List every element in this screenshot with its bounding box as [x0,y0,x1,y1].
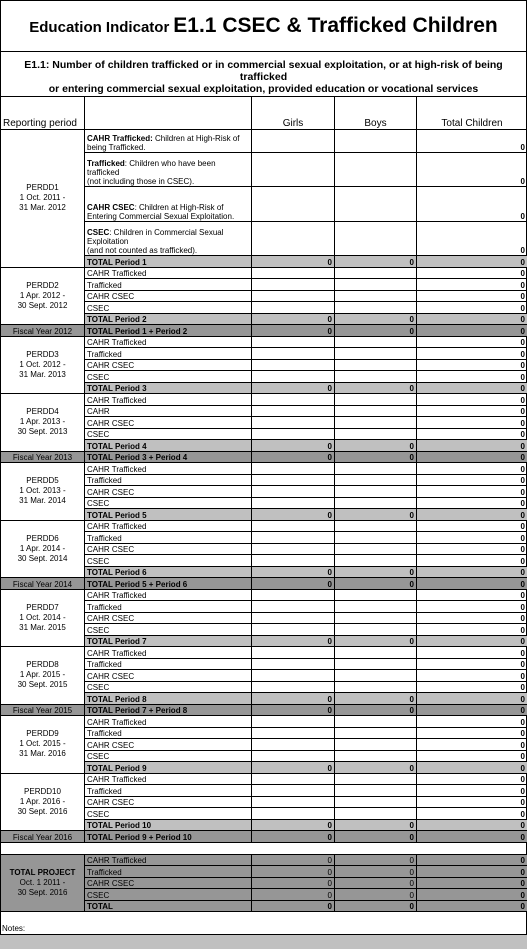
fiscal-year-label: Fiscal Year 2013 [1,451,85,463]
girls-cell[interactable] [252,405,335,417]
category-cell: Trafficked [85,601,252,613]
total-label: TOTAL Period 3 [85,382,252,394]
boys-cell[interactable] [335,497,417,509]
category-cell: CAHR Trafficked [85,854,252,866]
project-row: TOTAL PROJECT Oct. 1 2011 - 30 Sept. 2016 CAHR Trafficked 0 0 0 [1,854,527,866]
table-row [1,130,527,153]
total-row: TOTAL Period 9 0 0 0 [1,762,527,774]
boys-cell[interactable] [335,543,417,555]
category-cell: CAHR Trafficked [85,394,252,406]
category-cell: CSEC [85,371,252,383]
fiscal-total-label: TOTAL Period 5 + Period 6 [85,578,252,590]
total-cell: 0 [417,290,527,302]
total-label: TOTAL Period 7 [85,635,252,647]
total-label: TOTAL Period 2 [85,313,252,325]
table-row [1,589,527,601]
category-cell: Trafficked [85,866,252,878]
total-row: TOTAL Period 6 0 0 0 [1,566,527,578]
table-row [1,463,527,475]
girls-cell[interactable] [252,486,335,498]
category-cell: CAHR Trafficked [85,520,252,532]
category-cell: CAHR Trafficked: Children at High-Risk of being Trafficked. [85,130,252,153]
girls-cell[interactable] [252,589,335,601]
header-girls: Girls [252,97,335,130]
boys-cell[interactable] [335,808,417,820]
boys-cell[interactable] [335,371,417,383]
period-label: PERDD10 1 Apr. 2016 - 30 Sept. 2016 [1,773,85,831]
total-cell: 0 [417,428,527,440]
boys-cell[interactable] [335,336,417,348]
boys-cell[interactable] [335,750,417,762]
category-cell: CSEC [85,750,252,762]
total-row: TOTAL Period 8 0 0 0 [1,693,527,705]
girls-cell[interactable] [252,279,335,291]
category-cell: Trafficked [85,785,252,797]
total-cell: 0 [417,750,527,762]
girls-cell[interactable] [252,336,335,348]
total-cell: 0 [417,543,527,555]
category-cell: Trafficked [85,532,252,544]
girls-cell[interactable] [252,348,335,360]
notes-area[interactable] [0,934,527,949]
category-cell: CAHR Trafficked [85,267,252,279]
total-cell: 0 [417,716,527,728]
period-label: PERDD9 1 Oct. 2015 - 31 Mar. 2016 [1,716,85,774]
total-cell: 0 [417,336,527,348]
total-cell: 0 [417,670,527,682]
boys-cell[interactable] [335,359,417,371]
boys-cell[interactable] [335,647,417,659]
total-cell: 0 [417,153,527,187]
table-row [1,716,527,728]
girls-cell[interactable] [252,750,335,762]
total-cell: 0 [417,589,527,601]
fiscal-year-row: Fiscal Year 2013 TOTAL Period 3 + Period 4 0 0 0 [1,451,527,463]
total-label: TOTAL Period 8 [85,693,252,705]
fiscal-total-label: TOTAL Period 1 + Period 2 [85,325,252,337]
boys-cell[interactable] [335,716,417,728]
fiscal-year-row: Fiscal Year 2016 TOTAL Period 9 + Period 10 0 0 0 [1,831,527,843]
boys-cell[interactable] [335,624,417,636]
boys-cell[interactable] [335,394,417,406]
total-label: TOTAL Period 9 [85,762,252,774]
fiscal-total-label: TOTAL Period 9 + Period 10 [85,831,252,843]
total-cell: 0 [417,486,527,498]
girls-cell[interactable] [252,290,335,302]
total-cell: 0 [417,681,527,693]
category-cell: CSEC [85,497,252,509]
header-total-children: Total Children [417,97,527,130]
page-title: E1.1 CSEC & Trafficked Children [173,13,498,37]
header-row [1,97,527,130]
boys-cell[interactable] [335,589,417,601]
girls-cell[interactable] [252,417,335,429]
total-cell: 0 [417,302,527,314]
header-category [85,97,252,130]
total-label: TOTAL Period 4 [85,440,252,452]
period-label: PERDD8 1 Apr. 2015 - 30 Sept. 2015 [1,647,85,705]
table-row [1,336,527,348]
girls-cell[interactable] [252,187,335,222]
category-cell: CAHR CSEC: Children at High-Risk of Entering Commercial Sexual Exploitation. [85,187,252,222]
category-cell: CAHR CSEC [85,670,252,682]
project-row: CAHR CSEC 0 0 0 [1,877,527,889]
total-cell: 0 [417,520,527,532]
category-cell: CAHR CSEC [85,739,252,751]
total-label: TOTAL Period 6 [85,566,252,578]
girls-cell[interactable] [252,371,335,383]
boys-cell[interactable] [335,785,417,797]
category-cell: Trafficked [85,474,252,486]
boys-cell[interactable] [335,681,417,693]
total-cell: 0 [417,555,527,567]
total-row: TOTAL Period 7 0 0 0 [1,635,527,647]
category-cell: CSEC [85,808,252,820]
period-label: PERDD3 1 Oct. 2012 - 31 Mar. 2013 [1,336,85,394]
girls-cell[interactable] [252,474,335,486]
boys-cell[interactable] [335,405,417,417]
girls-cell[interactable] [252,130,335,153]
girls-cell[interactable] [252,739,335,751]
category-cell: Trafficked [85,658,252,670]
boys-cell[interactable] [335,486,417,498]
boys-cell[interactable] [335,290,417,302]
girls-cell[interactable] [252,727,335,739]
girls-cell[interactable] [252,601,335,613]
girls-cell[interactable] [252,624,335,636]
category-cell: CAHR CSEC [85,543,252,555]
girls-cell[interactable] [252,681,335,693]
category-cell: CSEC [85,302,252,314]
fiscal-year-row: Fiscal Year 2015 TOTAL Period 7 + Period 8 0 0 0 [1,704,527,716]
total-row: TOTAL Period 3 0 0 0 [1,382,527,394]
total-cell: 0 [417,187,527,222]
total-row: TOTAL Period 2 0 0 0 [1,313,527,325]
girls-cell[interactable] [252,658,335,670]
boys-cell[interactable] [335,796,417,808]
total-boys: 0 [335,256,417,268]
category-cell: CSEC [85,681,252,693]
girls-cell[interactable] [252,302,335,314]
total-cell: 0 [417,130,527,153]
girls-cell[interactable] [252,497,335,509]
total-cell: 0 [417,808,527,820]
total-row: TOTAL Period 10 0 0 0 [1,819,527,831]
category-cell: CAHR Trafficked [85,647,252,659]
boys-cell[interactable] [335,348,417,360]
spacer-row [1,842,527,854]
total-cell: 0 [417,222,527,256]
total-cell: 0 [417,359,527,371]
total-cell: 0 [417,796,527,808]
girls-cell[interactable] [252,394,335,406]
total-cell: 0 [417,658,527,670]
boys-cell[interactable] [335,532,417,544]
category-cell: CAHR CSEC [85,417,252,429]
period-label: PERDD5 1 Oct. 2013 - 31 Mar. 2014 [1,463,85,521]
total-cell: 0 [417,417,527,429]
boys-cell[interactable] [335,739,417,751]
project-total-label: TOTAL [85,900,252,912]
total-cell: 0 [417,497,527,509]
boys-cell[interactable] [335,463,417,475]
boys-cell[interactable] [335,222,417,256]
project-total-row: TOTAL 0 0 0 [1,900,527,912]
total-girls: 0 [252,256,335,268]
boys-cell[interactable] [335,302,417,314]
category-cell: CAHR Trafficked [85,589,252,601]
boys-cell[interactable] [335,153,417,187]
girls-cell[interactable] [252,647,335,659]
girls-cell[interactable] [252,532,335,544]
boys-cell[interactable] [335,773,417,785]
category-cell: CSEC: Children in Commercial Sexual Exploitation (and not counted as trafficked). [85,222,252,256]
girls-cell[interactable] [252,716,335,728]
category-cell: Trafficked [85,727,252,739]
category-cell: CAHR [85,405,252,417]
fiscal-year-label: Fiscal Year 2016 [1,831,85,843]
category-cell: Trafficked: Children who have been trafficked (not including those in CSEC). [85,153,252,187]
total-row: TOTAL Period 4 0 0 0 [1,440,527,452]
period-label: PERDD7 1 Oct. 2014 - 31 Mar. 2015 [1,589,85,647]
total-cell: 0 [417,348,527,360]
total-label: TOTAL Period 1 [85,256,252,268]
category-cell: CAHR CSEC [85,290,252,302]
girls-cell[interactable] [252,796,335,808]
girls-cell[interactable] [252,267,335,279]
category-cell: CSEC [85,555,252,567]
girls-cell[interactable] [252,670,335,682]
indicator-description-line1: E1.1: Number of children trafficked or in commercial sexual exploitation, or at high-risk of being trafficked [24,59,503,83]
table-row [1,394,527,406]
table-row [1,267,527,279]
girls-cell[interactable] [252,785,335,797]
category-cell: Trafficked [85,348,252,360]
fiscal-year-row: Fiscal Year 2012 TOTAL Period 1 + Period 2 0 0 0 [1,325,527,337]
boys-cell[interactable] [335,658,417,670]
category-cell: CAHR CSEC [85,612,252,624]
girls-cell[interactable] [252,808,335,820]
fiscal-total-label: TOTAL Period 3 + Period 4 [85,451,252,463]
boys-cell[interactable] [335,417,417,429]
category-cell: Trafficked [85,279,252,291]
indicator-table [0,96,527,912]
category-cell: CAHR CSEC [85,359,252,371]
fiscal-year-label: Fiscal Year 2014 [1,578,85,590]
title-bar [0,0,527,52]
category-cell: CAHR CSEC [85,796,252,808]
notes-label: Notes: [2,924,26,933]
category-cell: CSEC [85,889,252,901]
boys-cell[interactable] [335,601,417,613]
girls-cell[interactable] [252,222,335,256]
total-cell: 0 [417,279,527,291]
table-row [1,773,527,785]
boys-cell[interactable] [335,612,417,624]
boys-cell[interactable] [335,727,417,739]
total-cell: 0 [417,405,527,417]
category-cell: CAHR CSEC [85,877,252,889]
total-row: TOTAL Period 5 0 0 0 [1,509,527,521]
category-cell: CAHR Trafficked [85,463,252,475]
boys-cell[interactable] [335,279,417,291]
girls-cell[interactable] [252,773,335,785]
boys-cell[interactable] [335,267,417,279]
girls-cell[interactable] [252,463,335,475]
category-cell: CAHR Trafficked [85,716,252,728]
boys-cell[interactable] [335,670,417,682]
category-cell: CAHR Trafficked [85,336,252,348]
period-label: PERDD1 1 Oct. 2011 - 31 Mar. 2012 [1,130,85,268]
total-label: TOTAL Period 10 [85,819,252,831]
boys-cell[interactable] [335,474,417,486]
category-cell: CSEC [85,624,252,636]
total-cell: 0 [417,601,527,613]
period-label: PERDD6 1 Apr. 2014 - 30 Sept. 2014 [1,520,85,578]
total-cell: 0 [417,727,527,739]
total-cell: 0 [417,612,527,624]
table-row [1,520,527,532]
header-reporting-period: Reporting period [1,97,85,130]
indicator-description [0,59,527,95]
total-children: 0 [417,256,527,268]
category-cell: CSEC [85,428,252,440]
fiscal-year-label: Fiscal Year 2012 [1,325,85,337]
title-prefix: Education Indicator [29,19,170,36]
total-cell: 0 [417,267,527,279]
indicator-description-line2: or entering commercial sexual exploitation, provided education or vocational services [48,83,479,95]
period-label: PERDD2 1 Apr. 2012 - 30 Sept. 2012 [1,267,85,325]
girls-cell[interactable] [252,612,335,624]
total-cell: 0 [417,773,527,785]
total-cell: 0 [417,371,527,383]
header-boys: Boys [335,97,417,130]
category-cell: CAHR Trafficked [85,773,252,785]
fiscal-year-row: Fiscal Year 2014 TOTAL Period 5 + Period 6 0 0 0 [1,578,527,590]
total-label: TOTAL Period 5 [85,509,252,521]
total-cell: 0 [417,647,527,659]
fiscal-year-label: Fiscal Year 2015 [1,704,85,716]
period-label: PERDD4 1 Apr. 2013 - 30 Sept. 2013 [1,394,85,452]
boys-cell[interactable] [335,520,417,532]
project-label: TOTAL PROJECT Oct. 1 2011 - 30 Sept. 2016 [1,854,85,912]
total-cell: 0 [417,739,527,751]
girls-cell[interactable] [252,520,335,532]
girls-cell[interactable] [252,428,335,440]
boys-cell[interactable] [335,187,417,222]
girls-cell[interactable] [252,359,335,371]
boys-cell[interactable] [335,555,417,567]
category-cell: CAHR CSEC [85,486,252,498]
girls-cell[interactable] [252,543,335,555]
project-row: CSEC 0 0 0 [1,889,527,901]
fiscal-total-label: TOTAL Period 7 + Period 8 [85,704,252,716]
total-cell: 0 [417,474,527,486]
total-cell: 0 [417,532,527,544]
boys-cell[interactable] [335,428,417,440]
girls-cell[interactable] [252,153,335,187]
total-cell: 0 [417,394,527,406]
girls-cell[interactable] [252,555,335,567]
total-cell: 0 [417,624,527,636]
table-row [1,647,527,659]
boys-cell[interactable] [335,130,417,153]
total-cell: 0 [417,785,527,797]
total-cell: 0 [417,463,527,475]
project-row: Trafficked 0 0 0 [1,866,527,878]
